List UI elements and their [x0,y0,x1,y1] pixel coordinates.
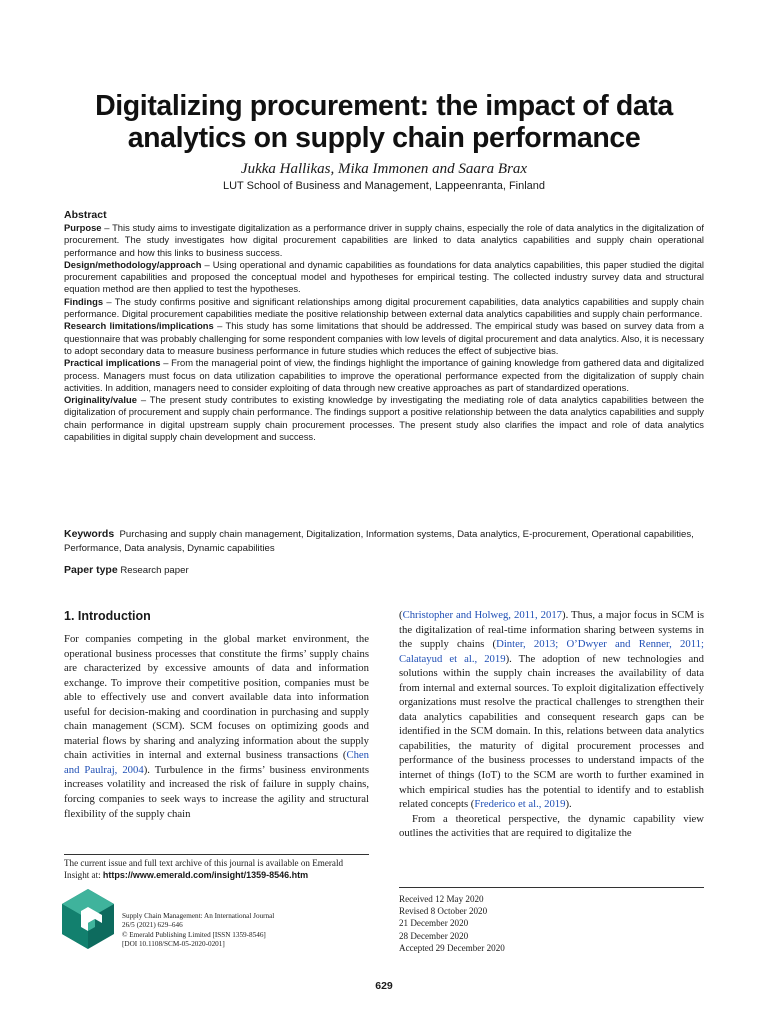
abstract-purpose [64,222,704,259]
footnote-divider [64,854,369,855]
abstract-text: The study confirms positive and significant relationships among digital procurement capabilities, data analytics capabilities and supply chain performance. Digital procurement capabilities mediate the positive relationship between external data analytics capabilities and supply chain performance. [64,295,705,320]
abstract-text: The present study contributes to existing knowledge by investigating the mediating role of data analytics capabilities between the digitalization of procurement and supply chain performance. The findings support a positive relationship between the data analytics capabilities and supply chain performance in digital upstream supply chain procurement processes. The present study also clarifies the impact and role of data analytics capabilities in digital supply chain development and success. [64,394,705,443]
abstract-text: This study has some limitations that should be addressed. The empirical study was based on survey data from a questionnaire that was probably challenging for some respondent companies with low levels of digital procurement and data analytics. Also, it is necessary to adopt secondary data to measure business performance in future studies which reduces the effect of subjective bias. [64,320,705,356]
authors: Jukka Hallikas, Mika Immonen and Saara Brax [240,161,528,177]
keywords-text: Purchasing and supply chain management, Digitalization, Information systems, Data analytics, E-procurement, Operational capabilities, Performance, Data analysis, Dynamic capabilities [64,529,694,554]
body-text: For companies competing in the global market environment, the operational business processes that constitute the firms’ supply chains are characterized by excessive amounts of data and information exchange. To improve their competitive position, companies must be able to effectively use and convert available data into information useful for decision-making and coordination in purchasing and supply chain management (SCM). SCM focuses on optimizing goods and material flows by sharing and analyzing information about the supply chain activities in internal and external business transactions ( [64,633,369,762]
journal-line: Supply Chain Management: An International Journal [122,912,275,920]
abstract-label: Purpose [64,222,102,233]
footnote-url[interactable]: https://www.emerald.com/insight/1359-8546.htm [102,870,309,880]
abstract-practical [64,357,704,394]
dash: – [106,295,112,307]
body-text: ). Turbulence in the firms’ business environments increases volatility and increased the risk of failure in supply chains, forcing companies to seek ways to increase the agility and structural flexibility of the supply chain [64,763,369,820]
section-heading-introduction: 1. Introduction [64,609,151,623]
journal-line: [DOI 10.1108/SCM-05-2020-0201] [122,940,225,949]
abstract-label: Research limitations/implications [64,320,214,332]
abstract-label: Practical implications [64,357,161,369]
abstract [64,208,704,443]
abstract-label: Originality/value [64,394,137,406]
dash: – [204,258,210,270]
abstract-heading: Abstract [64,209,107,221]
keywords [64,527,704,556]
page-number: 629 [375,980,393,992]
received-dates [399,893,505,954]
keywords-label: Keywords [64,528,115,540]
abstract-originality [64,394,704,443]
body-text: ). Thus, a major focus in SCM is the digitalization of real-time information sharing between systems in the supply chains ( [399,609,704,651]
left-column [64,632,369,821]
citation-link[interactable]: Chen and Paulraj, 2004 [64,749,369,776]
intro-paragraph-1-cont [399,608,704,812]
citation-link[interactable]: Christopher and Holweg, 2011, 2017 [402,609,563,621]
paper-type-label: Paper type [64,564,118,576]
body-text: ). The adoption of new technologies and solutions within the supply chain increases the availability of data from internal and external sources. To exploit digitalization effectively organizations must resolve the practical challenges to strengthen their data analytics capabilities and consequent research gaps can be identified in the SCM domain. In this, relations between data analytics capabilities, the maturity of digital procurement processes and performance of the business processes to understand impacts of the internet of things (IoT) to the SCM are worth to further examined in which empirical studies has the potential to identify and to establish related concepts ( [399,652,704,811]
abstract-design [64,259,704,296]
paper-title: Digitalizing procurement: the impact of data analytics on supply chain performance [95,90,673,154]
intro-paragraph-2: From a theoretical perspective, the dynamic capability view outlines the activities that are required to digitalize the [399,812,704,840]
journal-info [122,912,274,950]
abstract-label: Design/methodology/approach [64,258,202,270]
body-text: ( [399,609,403,621]
abstract-text: Using operational and dynamic capabilities as foundations for data analytics capabilities, this paper studied the digital procurement capabilities and proposed the conceptual model and hypotheses for empirical testing. The collected industry survey data and structural equation method are then applied to test the hypotheses. [64,258,704,295]
journal-line: © Emerald Publishing Limited [ISSN 1359-8546] [122,930,266,939]
emerald-publishing-logo-icon [62,889,114,949]
dates-divider [399,887,704,888]
paper-type [64,563,704,578]
dash: – [140,394,147,406]
date-line: Revised 8 October 2020 [399,906,488,917]
dash: – [163,357,169,369]
body-text: ). [565,798,572,811]
date-line: Accepted 29 December 2020 [399,942,505,953]
citation-link[interactable]: Frederico et al., 2019 [474,798,566,811]
abstract-text: From the managerial point of view, the findings highlight the importance of gaining knowledge from gathered data and digitalized process. Managers must focus on data utilization capabilities to improve the operational performance expected from the digitalization of supply chain activities. In addition, managers need to consider exploiting of data through new creative approaches as part of standardized operations. [64,357,705,393]
footnote-text: The current issue and full text archive of this journal is available on Emerald Insight at: [64,858,344,880]
intro-paragraph-1 [64,632,369,821]
dash: – [217,320,223,332]
footnote [64,857,369,881]
abstract-limitations [64,320,704,357]
date-line: Received 12 May 2020 [399,894,484,904]
citation-link[interactable]: Dinter, 2013; O’Dwyer and Renner, 2011; Calatayud et al., 2019 [399,638,704,665]
dash: – [104,222,110,233]
date-line: 28 December 2020 [399,930,469,941]
date-line: 21 December 2020 [399,918,469,929]
abstract-text: This study aims to investigate digitalization as a performance driver in supply chains, especially the role of data analytics in the digitalization of procurement. The study investigates how digital procurement capabilities are linked to data analytics capabilities and supply chain operational performance and how this links to business success. [64,222,704,258]
affiliation: LUT School of Business and Management, Lappeenranta, Finland [222,180,546,192]
journal-line: 26/5 (2021) 629–646 [122,921,183,930]
right-column [399,608,704,841]
abstract-findings [64,296,704,321]
paper-type-text: Research paper [120,565,189,576]
abstract-label: Findings [64,295,104,307]
